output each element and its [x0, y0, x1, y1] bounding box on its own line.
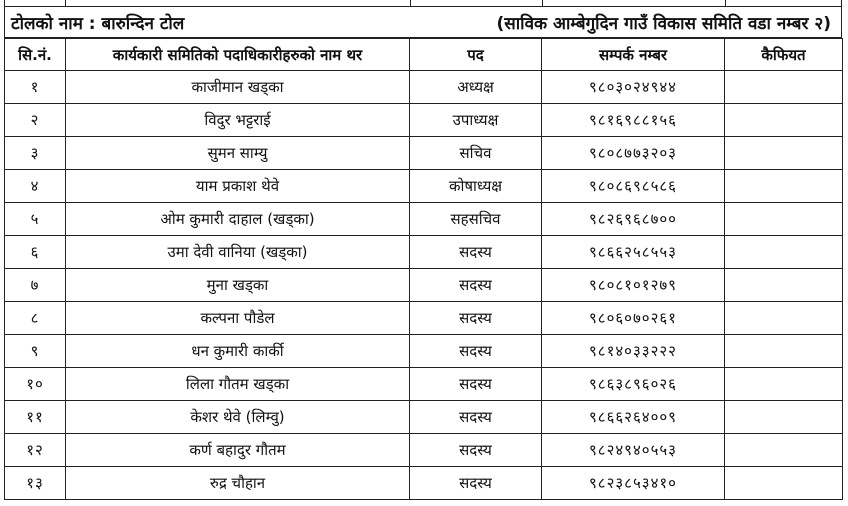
serial-number: ६	[5, 236, 66, 269]
member-post: अध्यक्ष	[410, 71, 542, 104]
header-post: पद	[410, 39, 542, 71]
member-name: रुद्र चौहान	[66, 467, 410, 500]
serial-number: २	[5, 104, 66, 137]
member-name: मुना खड्का	[66, 269, 410, 302]
remarks-cell	[725, 137, 843, 170]
document-page	[4, 0, 842, 500]
contact-number: ९८०६०७०२६१	[542, 302, 725, 335]
table-row	[5, 71, 843, 104]
contact-number: ९८०८७७३२०३	[542, 137, 725, 170]
header-serial-number: सि.नं.	[5, 39, 66, 71]
table-body	[5, 71, 843, 500]
member-post: सदस्य	[410, 269, 542, 302]
member-name: काजीमान खड्का	[66, 71, 410, 104]
contact-number: ९८०३०२४९४४	[542, 71, 725, 104]
contact-number: ९८२४९४०५५३	[542, 434, 725, 467]
contact-number: ९८०८१०१२७९	[542, 269, 725, 302]
remarks-cell	[725, 302, 843, 335]
committee-table	[4, 38, 843, 500]
member-post: कोषाध्यक्ष	[410, 170, 542, 203]
contact-number: ९८१४०३३२२२	[542, 335, 725, 368]
contact-number: ९८६६२५८५५३	[542, 236, 725, 269]
contact-number: ९८२३८५३४१०	[542, 467, 725, 500]
serial-number: ९	[5, 335, 66, 368]
table-row	[5, 137, 843, 170]
serial-number: ३	[5, 137, 66, 170]
contact-number: ९८६६२६४००९	[542, 401, 725, 434]
remarks-cell	[725, 401, 843, 434]
remarks-cell	[725, 335, 843, 368]
serial-number: १२	[5, 434, 66, 467]
serial-number: १३	[5, 467, 66, 500]
member-post: सदस्य	[410, 401, 542, 434]
table-row	[5, 467, 843, 500]
member-name: केशर थेवे (लिम्वु)	[66, 401, 410, 434]
table-header-row	[5, 39, 843, 71]
member-name: कल्पना पौडेल	[66, 302, 410, 335]
table-row	[5, 368, 843, 401]
table-row	[5, 170, 843, 203]
remarks-cell	[725, 71, 843, 104]
member-post: सदस्य	[410, 335, 542, 368]
serial-number: ४	[5, 170, 66, 203]
remarks-cell	[725, 467, 843, 500]
table-row	[5, 434, 843, 467]
previous-table-remnant	[4, 0, 842, 7]
serial-number: १०	[5, 368, 66, 401]
member-name: कर्ण बहादुर गौतम	[66, 434, 410, 467]
table-row	[5, 302, 843, 335]
member-post: सदस्य	[410, 467, 542, 500]
contact-number: ९८०८६९८५८६	[542, 170, 725, 203]
serial-number: ५	[5, 203, 66, 236]
member-post: सदस्य	[410, 368, 542, 401]
remarks-cell	[725, 434, 843, 467]
table-row	[5, 104, 843, 137]
member-post: सचिव	[410, 137, 542, 170]
header-remarks: कैफियत	[725, 39, 843, 71]
member-name: याम प्रकाश थेवे	[66, 170, 410, 203]
table-row	[5, 269, 843, 302]
remarks-cell	[725, 368, 843, 401]
member-name: विदुर भट्टराई	[66, 104, 410, 137]
member-name: लिला गौतम खड्का	[66, 368, 410, 401]
remarks-cell	[725, 170, 843, 203]
table-row	[5, 335, 843, 368]
table-row	[5, 401, 843, 434]
member-post: सहसचिव	[410, 203, 542, 236]
remarks-cell	[725, 104, 843, 137]
member-post: सदस्य	[410, 236, 542, 269]
member-post: सदस्य	[410, 302, 542, 335]
former-ward-note: (साविक आम्बेगुदिन गाउँ विकास समिति वडा नम्बर २)	[496, 13, 831, 34]
serial-number: ७	[5, 269, 66, 302]
remarks-cell	[725, 236, 843, 269]
remarks-cell	[725, 203, 843, 236]
serial-number: ११	[5, 401, 66, 434]
member-name: धन कुमारी कार्की	[66, 335, 410, 368]
contact-number: ९८१६९८८१५६	[542, 104, 725, 137]
member-post: सदस्य	[410, 434, 542, 467]
header-contact-number: सम्पर्क नम्बर	[542, 39, 725, 71]
serial-number: १	[5, 71, 66, 104]
table-row	[5, 236, 843, 269]
member-post: उपाध्यक्ष	[410, 104, 542, 137]
tole-name: टोलको नाम : बारुन्दिन टोल	[11, 13, 185, 34]
tole-header-row	[4, 7, 842, 38]
contact-number: ९८२६९६८७००	[542, 203, 725, 236]
contact-number: ९८६३८९६०२६	[542, 368, 725, 401]
remarks-cell	[725, 269, 843, 302]
table-row	[5, 203, 843, 236]
serial-number: ८	[5, 302, 66, 335]
member-name: ओम कुमारी दाहाल (खड्का)	[66, 203, 410, 236]
header-member-name: कार्यकारी समितिको पदाधिकारीहरुको नाम थर	[66, 39, 410, 71]
member-name: उमा देवी वानिया (खड्का)	[66, 236, 410, 269]
member-name: सुमन साम्यु	[66, 137, 410, 170]
